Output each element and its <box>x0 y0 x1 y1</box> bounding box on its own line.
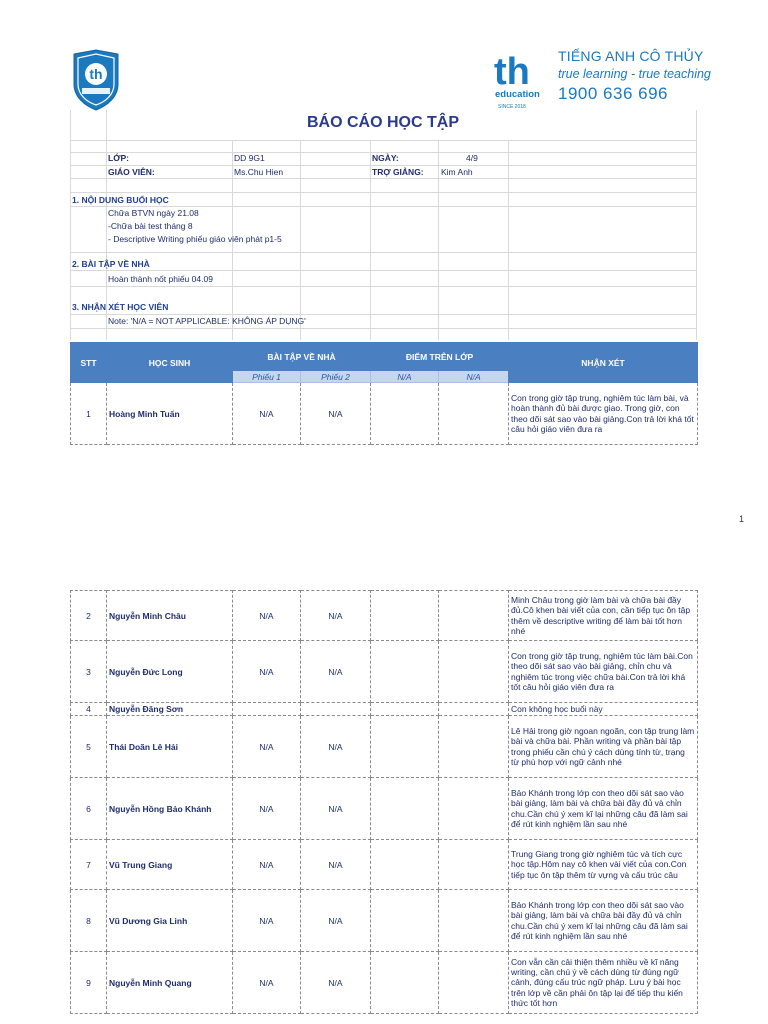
teacher-value: Ms.Chu Hien <box>234 167 284 177</box>
row-sc2 <box>439 703 509 716</box>
row-stt: 2 <box>71 591 107 641</box>
row-stt: 6 <box>71 778 107 840</box>
row-hw1: N/A <box>233 383 301 445</box>
row-hw2: N/A <box>301 641 371 703</box>
section1-line-3: - Descriptive Writing phiếu giáo viên phát p1-5 <box>108 234 282 244</box>
row-hw1: N/A <box>233 641 301 703</box>
section1-title: 1. NỘI DUNG BUỔI HỌC <box>72 195 169 205</box>
row-sc2 <box>439 591 509 641</box>
brand-phone: 1900 636 696 <box>558 84 668 103</box>
row-hw1: N/A <box>233 778 301 840</box>
report-title: BÁO CÁO HỌC TẬP <box>307 114 459 131</box>
row-sc2 <box>439 716 509 778</box>
table-row <box>71 383 698 445</box>
logo-word: education <box>495 89 540 100</box>
subheader-sc1: N/A <box>371 371 439 383</box>
table-row <box>71 716 698 778</box>
row-sc1 <box>371 383 439 445</box>
row-sc2 <box>439 641 509 703</box>
row-student-name: Vũ Trung Giang <box>107 840 233 890</box>
subheader-sc2: N/A <box>439 371 509 383</box>
page-number: 1 <box>739 514 745 524</box>
row-hw2: N/A <box>301 952 371 1014</box>
row-hw1 <box>233 703 301 716</box>
row-sc2 <box>439 952 509 1014</box>
header-score: ĐIỂM TRÊN LỚP <box>371 343 509 371</box>
row-stt: 3 <box>71 641 107 703</box>
section2-title: 2. BÀI TẬP VỀ NHÀ <box>72 259 150 269</box>
school-shield-logo <box>70 48 122 112</box>
row-stt: 9 <box>71 952 107 1014</box>
row-comment: Con không học buổi này <box>509 703 698 716</box>
row-comment: Trung Giang trong giờ nghiêm túc và tích cực học tập.Hôm nay cô khen vài viết của con.Con tiếp tục ôn tập thêm từ vựng và cấu trúc câu <box>509 840 698 890</box>
row-comment: Con vẫn cần cải thiện thêm nhiều về kĩ năng writing, cần chú ý về cách dùng từ đúng ngữ cảnh, đúng cấu trúc ngữ pháp. Lưu ý bài học trên lớp về cần phải ôn tập lại để tiếp thu kiến thức tốt hơn <box>509 952 698 1014</box>
row-comment: Con trong giờ tập trung, nghiêm túc làm bài, và hoàn thành đủ bài được giao. Trong giờ, con theo dõi sát sao vào bài giảng.Con trả lời khá tốt câu hỏi giáo viên đưa ra <box>509 383 698 445</box>
row-hw2: N/A <box>301 591 371 641</box>
brand-text-block <box>558 48 758 104</box>
date-label: NGÀY: <box>372 153 399 163</box>
table-row <box>71 703 698 716</box>
report-table-page2 <box>70 590 698 1014</box>
row-sc1 <box>371 591 439 641</box>
ta-label: TRỢ GIẢNG: <box>372 167 424 177</box>
class-value: DD 9G1 <box>234 153 265 163</box>
row-sc1 <box>371 890 439 952</box>
section3-note: Note: 'N/A = NOT APPLICABLE: KHÔNG ÁP DỤNG' <box>108 316 306 326</box>
row-comment: Lê Hải trong giờ ngoan ngoãn, con tập trung làm bài và chữa bài. Phần writing và phần bài tập trong phiếu cần chú ý cách dùng tính từ, trạng từ phù hợp với ngữ cảnh nhé <box>509 716 698 778</box>
row-hw1: N/A <box>233 716 301 778</box>
row-sc1 <box>371 778 439 840</box>
row-stt: 4 <box>71 703 107 716</box>
table-row <box>71 641 698 703</box>
row-stt: 8 <box>71 890 107 952</box>
th-education-logo <box>494 48 540 108</box>
table-row <box>71 840 698 890</box>
section1-line-2: -Chữa bài test tháng 8 <box>108 221 193 231</box>
row-sc1 <box>371 703 439 716</box>
row-student-name: Hoàng Minh Tuấn <box>107 383 233 445</box>
row-student-name: Nguyễn Đăng Sơn <box>107 703 233 716</box>
row-student-name: Thái Doãn Lê Hải <box>107 716 233 778</box>
section2-line: Hoàn thành nốt phiếu 04.09 <box>108 274 213 284</box>
row-sc1 <box>371 716 439 778</box>
header-student: HỌC SINH <box>107 343 233 383</box>
row-comment: Con trong giờ tập trung, nghiêm túc làm bài.Con theo dõi sát sao vào bài giảng, chỉn chu và nghiêm túc trong việc chữa bài.Con trả lời khá tốt câu hỏi giáo viên đưa ra <box>509 641 698 703</box>
row-stt: 1 <box>71 383 107 445</box>
row-comment: Minh Châu trong giờ làm bài và chữa bài đầy đủ.Cô khen bài viết của con, cần tiếp tục ôn tập thêm về descriptive writing để làm bài tốt hơn nhé <box>509 591 698 641</box>
report-table-page1 <box>70 342 698 445</box>
row-sc1 <box>371 952 439 1014</box>
section1-line-1: Chữa BTVN ngày 21.08 <box>108 208 199 218</box>
logo-since: SINCE 2018 <box>498 104 526 110</box>
row-hw1: N/A <box>233 890 301 952</box>
row-comment: Bảo Khánh trong lớp con theo dõi sát sao vào bài giảng, làm bài và chữa bài đầy đủ và chỉn chu.Cần chú ý xem kĩ lại những câu đã làm sai để rút kinh nghiệm lần sau nhé <box>509 890 698 952</box>
header-comment: NHẬN XÉT <box>509 343 698 383</box>
row-hw2: N/A <box>301 383 371 445</box>
logo-th-text: th <box>494 51 530 93</box>
row-sc2 <box>439 890 509 952</box>
shield-logo-text: th <box>89 66 103 82</box>
table-row <box>71 952 698 1014</box>
brand-name: TIẾNG ANH CÔ THỦY <box>558 48 704 64</box>
row-hw2: N/A <box>301 716 371 778</box>
row-student-name: Nguyễn Hồng Bảo Khánh <box>107 778 233 840</box>
table-row <box>71 890 698 952</box>
row-sc2 <box>439 778 509 840</box>
row-hw1: N/A <box>233 840 301 890</box>
row-student-name: Nguyễn Minh Châu <box>107 591 233 641</box>
row-sc1 <box>371 641 439 703</box>
row-hw1: N/A <box>233 952 301 1014</box>
row-stt: 7 <box>71 840 107 890</box>
row-hw2: N/A <box>301 778 371 840</box>
row-hw1: N/A <box>233 591 301 641</box>
row-stt: 5 <box>71 716 107 778</box>
date-value: 4/9 <box>466 153 478 163</box>
ta-value: Kim Anh <box>441 167 473 177</box>
subheader-hw1: Phiếu 1 <box>233 371 301 383</box>
row-student-name: Nguyễn Minh Quang <box>107 952 233 1014</box>
row-hw2: N/A <box>301 840 371 890</box>
header-stt: STT <box>71 343 107 383</box>
table-row <box>71 591 698 641</box>
class-label: LỚP: <box>108 153 129 163</box>
subheader-hw2: Phiếu 2 <box>301 371 371 383</box>
brand-tagline: true learning - true teaching <box>558 67 711 81</box>
row-hw2 <box>301 703 371 716</box>
row-hw2: N/A <box>301 890 371 952</box>
row-sc1 <box>371 840 439 890</box>
header-homework: BÀI TẬP VỀ NHÀ <box>233 343 371 371</box>
row-comment: Bảo Khánh trong lớp con theo dõi sát sao vào bài giảng, làm bài và chữa bài đầy đủ và chỉn chu.Cần chú ý xem kĩ lại những câu đã làm sai để rút kinh nghiệm lần sau nhé <box>509 778 698 840</box>
teacher-label: GIÁO VIÊN: <box>108 167 155 177</box>
row-sc2 <box>439 383 509 445</box>
row-student-name: Vũ Dương Gia Linh <box>107 890 233 952</box>
section3-title: 3. NHẬN XÉT HỌC VIÊN <box>72 302 169 312</box>
table-row <box>71 778 698 840</box>
row-student-name: Nguyễn Đức Long <box>107 641 233 703</box>
row-sc2 <box>439 840 509 890</box>
